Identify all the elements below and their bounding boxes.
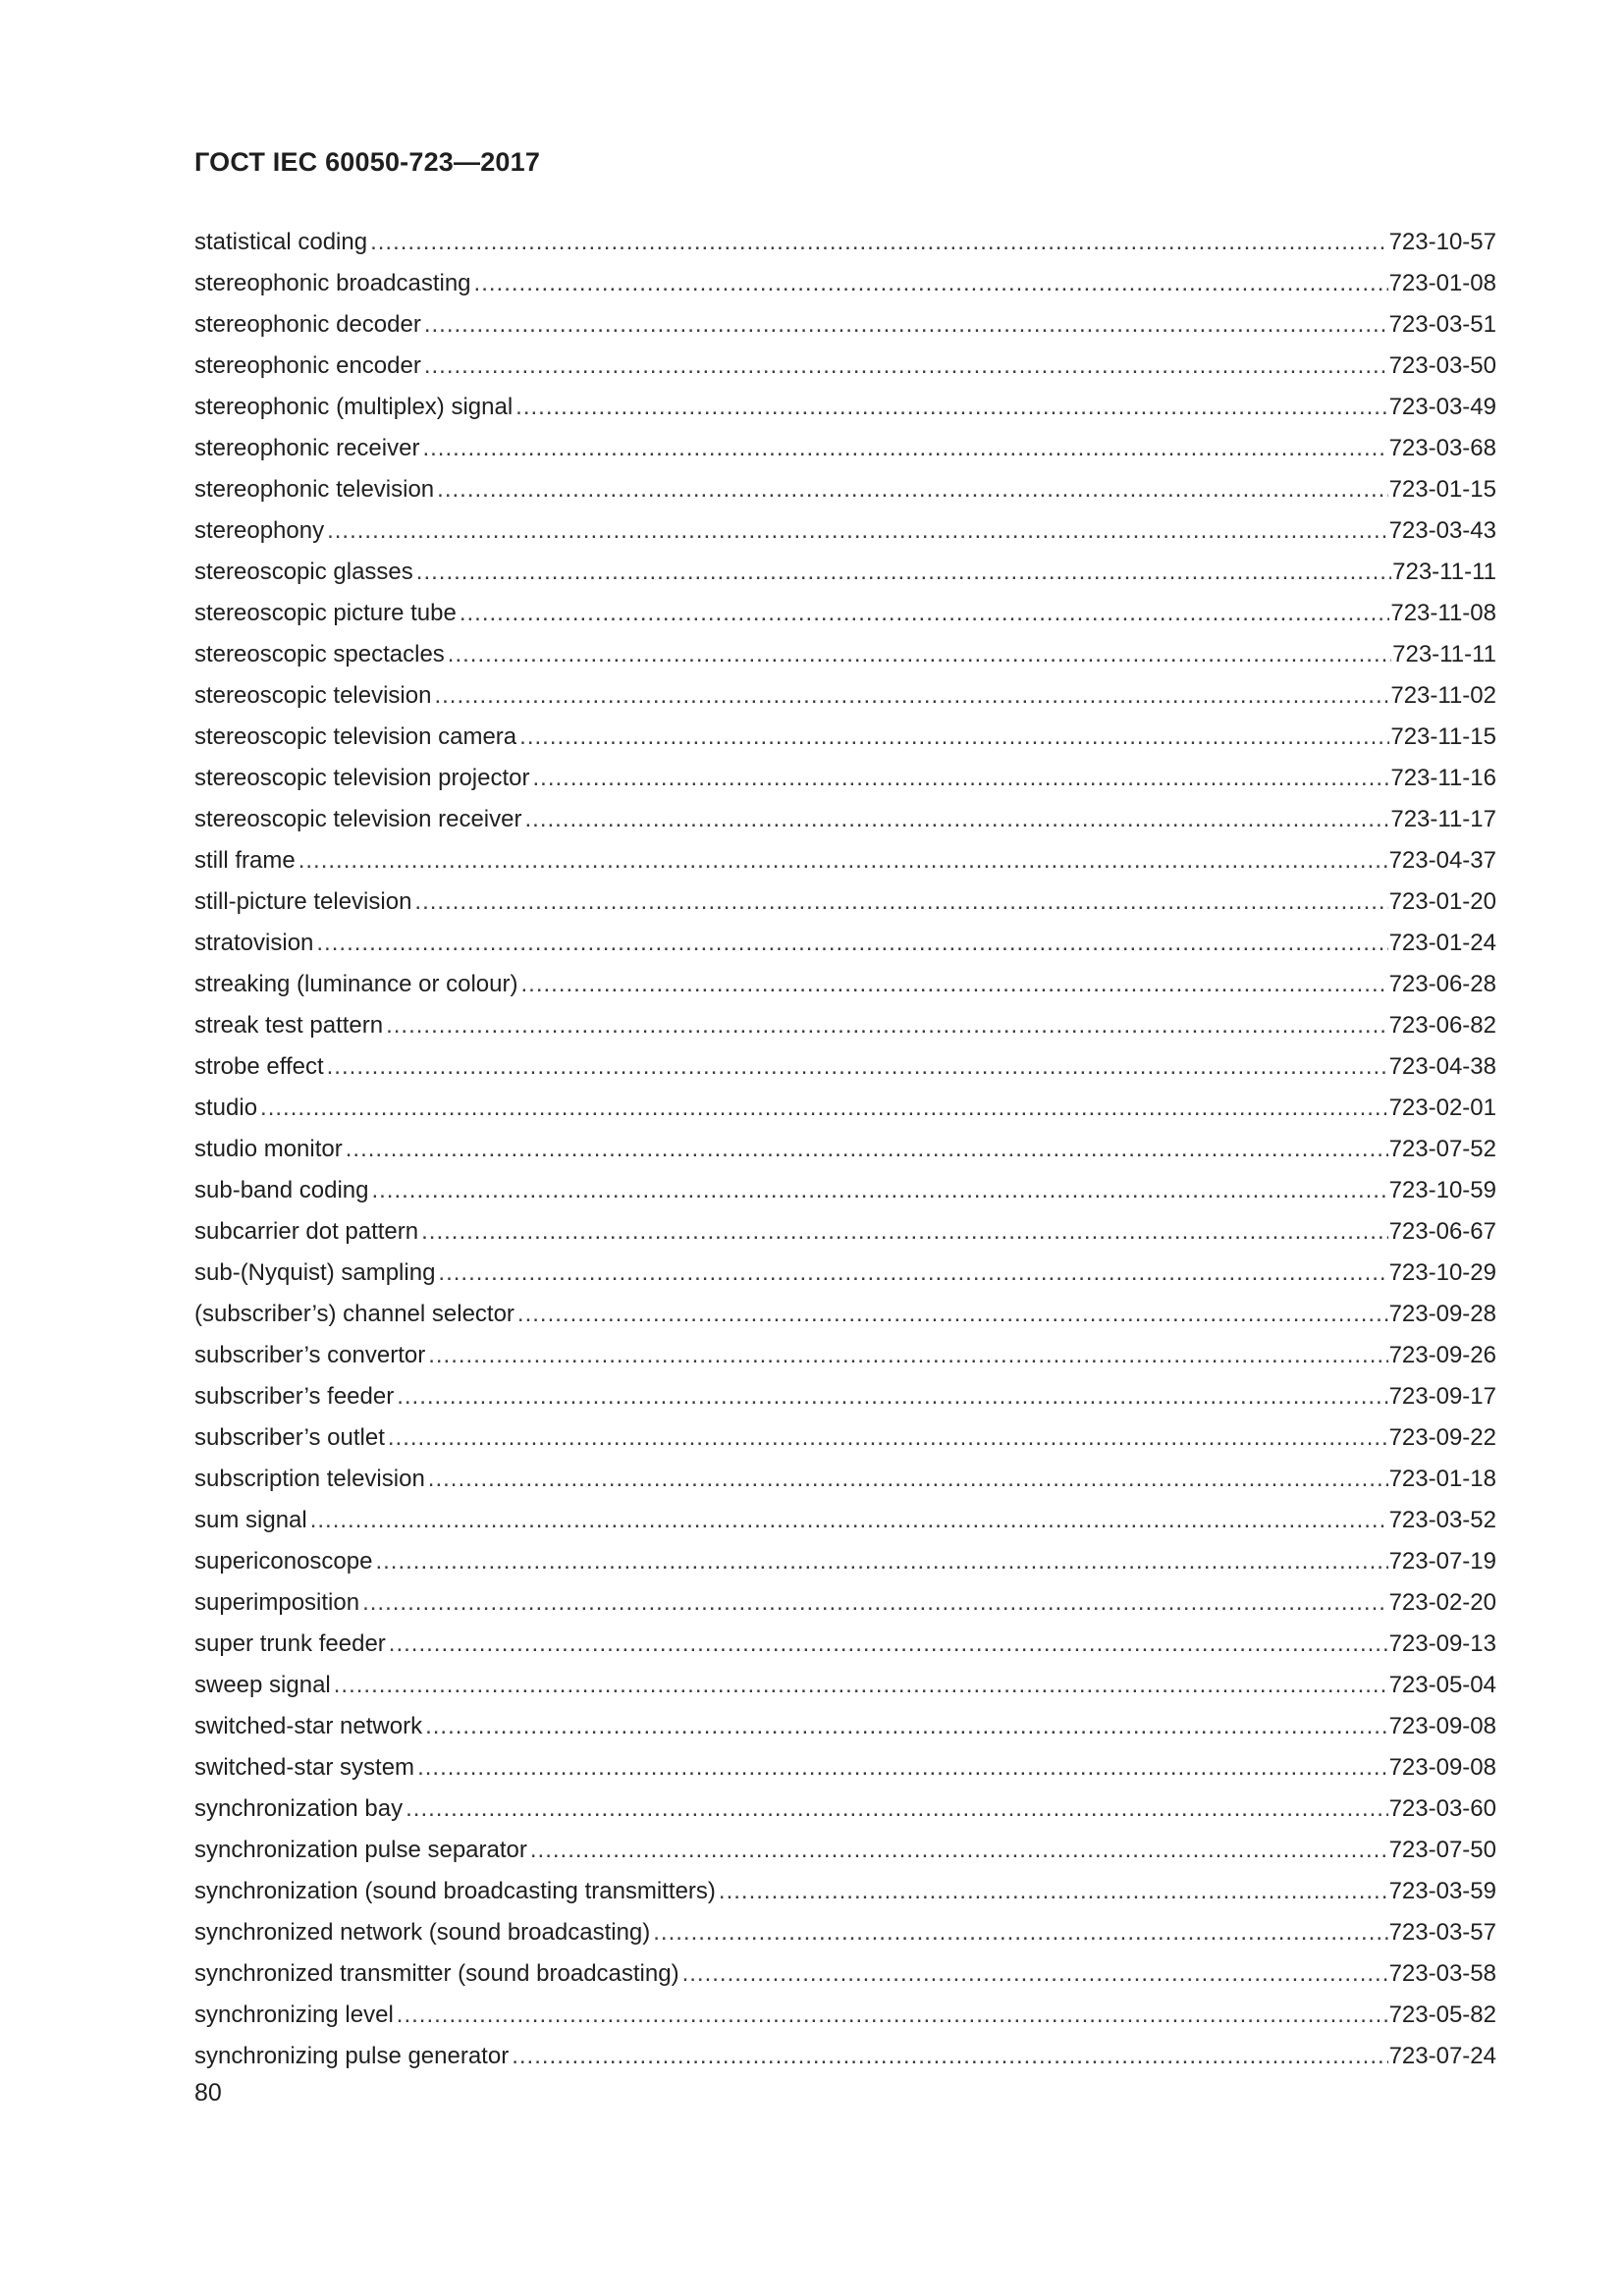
index-entry xyxy=(194,1789,1496,1830)
index-reference: 723-02-20 xyxy=(1388,1589,1496,1616)
index-reference: 723-11-11 xyxy=(1392,559,1496,585)
index-term: stereophonic encoder xyxy=(194,352,421,379)
page-number: 80 xyxy=(194,2079,222,2107)
dot-leader xyxy=(424,304,1388,346)
dot-leader xyxy=(474,263,1388,304)
index-term: statistical coding xyxy=(194,229,368,255)
dot-leader xyxy=(298,840,1388,881)
index-term: supericonoscope xyxy=(194,1548,373,1575)
dot-leader xyxy=(416,552,1391,593)
index-entry xyxy=(194,1294,1496,1335)
index-term: streak test pattern xyxy=(194,1012,384,1039)
index-term: stereophonic receiver xyxy=(194,435,420,461)
index-term: still-picture television xyxy=(194,888,412,915)
index-entry xyxy=(194,964,1496,1005)
index-entry xyxy=(194,1541,1496,1582)
index-term: sum signal xyxy=(194,1507,307,1533)
dot-leader xyxy=(316,923,1387,964)
index-reference: 723-07-24 xyxy=(1388,2043,1496,2069)
dot-leader xyxy=(428,1459,1388,1500)
index-entry xyxy=(194,675,1496,717)
dot-leader xyxy=(422,428,1387,469)
dot-leader xyxy=(460,593,1390,634)
dot-leader xyxy=(719,1871,1388,1912)
index-entry xyxy=(194,923,1496,964)
index-reference: 723-11-17 xyxy=(1390,806,1496,832)
index-term: superimposition xyxy=(194,1589,360,1616)
index-reference: 723-10-29 xyxy=(1388,1259,1496,1286)
index-reference: 723-01-15 xyxy=(1388,476,1496,503)
index-term: subscriber’s outlet xyxy=(194,1424,385,1451)
index-reference: 723-09-26 xyxy=(1388,1342,1496,1368)
index-entry xyxy=(194,1459,1496,1500)
index-entry xyxy=(194,881,1496,923)
index-entry xyxy=(194,428,1496,469)
index-reference: 723-10-59 xyxy=(1388,1177,1496,1203)
index-reference: 723-03-50 xyxy=(1388,352,1496,379)
index-reference: 723-03-43 xyxy=(1388,517,1496,544)
index-term: studio monitor xyxy=(194,1136,343,1162)
index-entry xyxy=(194,1747,1496,1789)
dot-leader xyxy=(260,1088,1388,1129)
index-term: switched-star network xyxy=(194,1713,423,1739)
document-header: ГОСТ IEC 60050-723—2017 xyxy=(194,147,541,177)
index-term: stereophonic (multiplex) signal xyxy=(194,394,514,420)
index-term: stereophonic decoder xyxy=(194,311,421,338)
index-term: subscriber’s convertor xyxy=(194,1342,426,1368)
dot-leader xyxy=(389,1624,1388,1665)
dot-leader xyxy=(425,1706,1388,1747)
index-reference: 723-06-28 xyxy=(1388,971,1496,997)
dot-leader xyxy=(375,1541,1387,1582)
index-reference: 723-11-11 xyxy=(1392,641,1496,667)
index-reference: 723-02-01 xyxy=(1388,1095,1496,1121)
dot-leader xyxy=(519,717,1389,758)
index-entry xyxy=(194,2036,1496,2077)
index-term: stereoscopic television receiver xyxy=(194,806,522,832)
index-reference: 723-01-24 xyxy=(1388,930,1496,956)
dot-leader xyxy=(438,1253,1387,1294)
index-entry xyxy=(194,1046,1496,1088)
index-reference: 723-01-18 xyxy=(1388,1466,1496,1492)
index-entry xyxy=(194,1953,1496,1995)
index-reference: 723-07-19 xyxy=(1388,1548,1496,1575)
index-entry xyxy=(194,1170,1496,1211)
index-entry xyxy=(194,263,1496,304)
index-term: super trunk feeder xyxy=(194,1630,386,1657)
index-reference: 723-11-15 xyxy=(1390,723,1496,750)
index-reference: 723-10-57 xyxy=(1388,229,1496,255)
index-entry xyxy=(194,222,1496,263)
dot-leader xyxy=(362,1582,1387,1624)
index-term: switched-star system xyxy=(194,1754,415,1781)
index-term: sub-(Nyquist) sampling xyxy=(194,1259,436,1286)
index-term: stereoscopic glasses xyxy=(194,559,413,585)
index-term: sub-band coding xyxy=(194,1177,369,1203)
index-reference: 723-06-67 xyxy=(1388,1218,1496,1245)
dot-leader xyxy=(512,2036,1387,2077)
index-term: synchronizing level xyxy=(194,2002,394,2028)
index-term: (subscriber’s) channel selector xyxy=(194,1301,514,1327)
index-entry xyxy=(194,1088,1496,1129)
dot-leader xyxy=(434,675,1389,717)
index-term: stereoscopic television projector xyxy=(194,765,530,791)
index-entry xyxy=(194,552,1496,593)
dot-leader xyxy=(428,1335,1387,1376)
index-entry xyxy=(194,1706,1496,1747)
index-reference: 723-07-50 xyxy=(1388,1837,1496,1863)
index-entry xyxy=(194,840,1496,881)
dot-leader xyxy=(397,1376,1387,1417)
index-reference: 723-03-57 xyxy=(1388,1919,1496,1946)
index-entry xyxy=(194,510,1496,552)
index-entry xyxy=(194,1830,1496,1871)
dot-leader xyxy=(653,1912,1387,1953)
index-entry xyxy=(194,758,1496,799)
index-reference: 723-04-38 xyxy=(1388,1053,1496,1080)
index-entry xyxy=(194,1665,1496,1706)
index-entry xyxy=(194,1129,1496,1170)
index-entry xyxy=(194,1417,1496,1459)
index-reference: 723-04-37 xyxy=(1388,847,1496,874)
index-reference: 723-03-59 xyxy=(1388,1878,1496,1904)
index-reference: 723-09-13 xyxy=(1388,1630,1496,1657)
index-term: stereoscopic picture tube xyxy=(194,600,457,626)
index-reference: 723-05-04 xyxy=(1388,1672,1496,1698)
dot-leader xyxy=(520,964,1387,1005)
index-reference: 723-11-08 xyxy=(1390,600,1496,626)
index-term: sweep signal xyxy=(194,1672,331,1698)
dot-leader xyxy=(530,1830,1388,1871)
dot-leader xyxy=(414,881,1387,923)
index-reference: 723-11-16 xyxy=(1390,765,1496,791)
index-term: stereoscopic television camera xyxy=(194,723,517,750)
index-term: stereoscopic television xyxy=(194,682,432,709)
index-entry xyxy=(194,387,1496,428)
index-entry xyxy=(194,1995,1496,2036)
index-reference: 723-03-58 xyxy=(1388,1960,1496,1987)
dot-leader xyxy=(327,510,1387,552)
index-term: subscriber’s feeder xyxy=(194,1383,395,1410)
index-reference: 723-01-20 xyxy=(1388,888,1496,915)
dot-leader xyxy=(310,1500,1388,1541)
index-entry xyxy=(194,1211,1496,1253)
index-term: subscription television xyxy=(194,1466,425,1492)
term-index-list xyxy=(194,222,1496,2077)
index-reference: 723-06-82 xyxy=(1388,1012,1496,1039)
index-entry xyxy=(194,1624,1496,1665)
index-term: synchronization bay xyxy=(194,1795,404,1822)
index-reference: 723-09-22 xyxy=(1388,1424,1496,1451)
dot-leader xyxy=(515,387,1387,428)
index-entry xyxy=(194,1871,1496,1912)
index-term: stereophony xyxy=(194,517,325,544)
index-reference: 723-03-49 xyxy=(1388,394,1496,420)
index-reference: 723-03-60 xyxy=(1388,1795,1496,1822)
dot-leader xyxy=(421,1211,1387,1253)
index-entry xyxy=(194,1005,1496,1046)
dot-leader xyxy=(388,1417,1388,1459)
dot-leader xyxy=(334,1665,1388,1706)
index-term: synchronization (sound broadcasting transmitters) xyxy=(194,1878,716,1904)
dot-leader xyxy=(371,1170,1387,1211)
index-reference: 723-09-08 xyxy=(1388,1754,1496,1781)
index-reference: 723-03-51 xyxy=(1388,311,1496,338)
index-reference: 723-09-08 xyxy=(1388,1713,1496,1739)
dot-leader xyxy=(533,758,1390,799)
index-reference: 723-01-08 xyxy=(1388,270,1496,296)
dot-leader xyxy=(424,346,1388,387)
index-term: synchronization pulse separator xyxy=(194,1837,527,1863)
index-entry xyxy=(194,469,1496,510)
index-term: still frame xyxy=(194,847,296,874)
dot-leader xyxy=(386,1005,1387,1046)
index-entry xyxy=(194,1500,1496,1541)
index-term: stereophonic television xyxy=(194,476,435,503)
index-term: subcarrier dot pattern xyxy=(194,1218,419,1245)
index-reference: 723-03-52 xyxy=(1388,1507,1496,1533)
dot-leader xyxy=(517,1294,1388,1335)
dot-leader xyxy=(524,799,1389,840)
index-entry xyxy=(194,593,1496,634)
index-entry xyxy=(194,1253,1496,1294)
index-entry xyxy=(194,346,1496,387)
index-reference: 723-03-68 xyxy=(1388,435,1496,461)
index-term: synchronized transmitter (sound broadcasting) xyxy=(194,1960,679,1987)
dot-leader xyxy=(437,469,1387,510)
index-reference: 723-11-02 xyxy=(1390,682,1496,709)
dot-leader xyxy=(406,1789,1387,1830)
index-entry xyxy=(194,1335,1496,1376)
dot-leader xyxy=(417,1747,1388,1789)
dot-leader xyxy=(682,1953,1388,1995)
index-term: stereophonic broadcasting xyxy=(194,270,471,296)
index-reference: 723-05-82 xyxy=(1388,2002,1496,2028)
index-entry xyxy=(194,304,1496,346)
index-entry xyxy=(194,1582,1496,1624)
index-term: strobe effect xyxy=(194,1053,324,1080)
index-entry xyxy=(194,1376,1496,1417)
dot-leader xyxy=(327,1046,1388,1088)
index-term: studio xyxy=(194,1095,258,1121)
index-term: stratovision xyxy=(194,930,314,956)
index-entry xyxy=(194,1912,1496,1953)
index-reference: 723-09-28 xyxy=(1388,1301,1496,1327)
index-entry xyxy=(194,799,1496,840)
index-term: stereoscopic spectacles xyxy=(194,641,445,667)
dot-leader xyxy=(397,1995,1388,2036)
index-term: streaking (luminance or colour) xyxy=(194,971,518,997)
index-term: synchronized network (sound broadcasting) xyxy=(194,1919,651,1946)
dot-leader xyxy=(346,1129,1388,1170)
index-entry xyxy=(194,634,1496,675)
index-term: synchronizing pulse generator xyxy=(194,2043,510,2069)
index-reference: 723-07-52 xyxy=(1388,1136,1496,1162)
index-entry xyxy=(194,717,1496,758)
index-reference: 723-09-17 xyxy=(1388,1383,1496,1410)
dot-leader xyxy=(370,222,1387,263)
dot-leader xyxy=(448,634,1391,675)
